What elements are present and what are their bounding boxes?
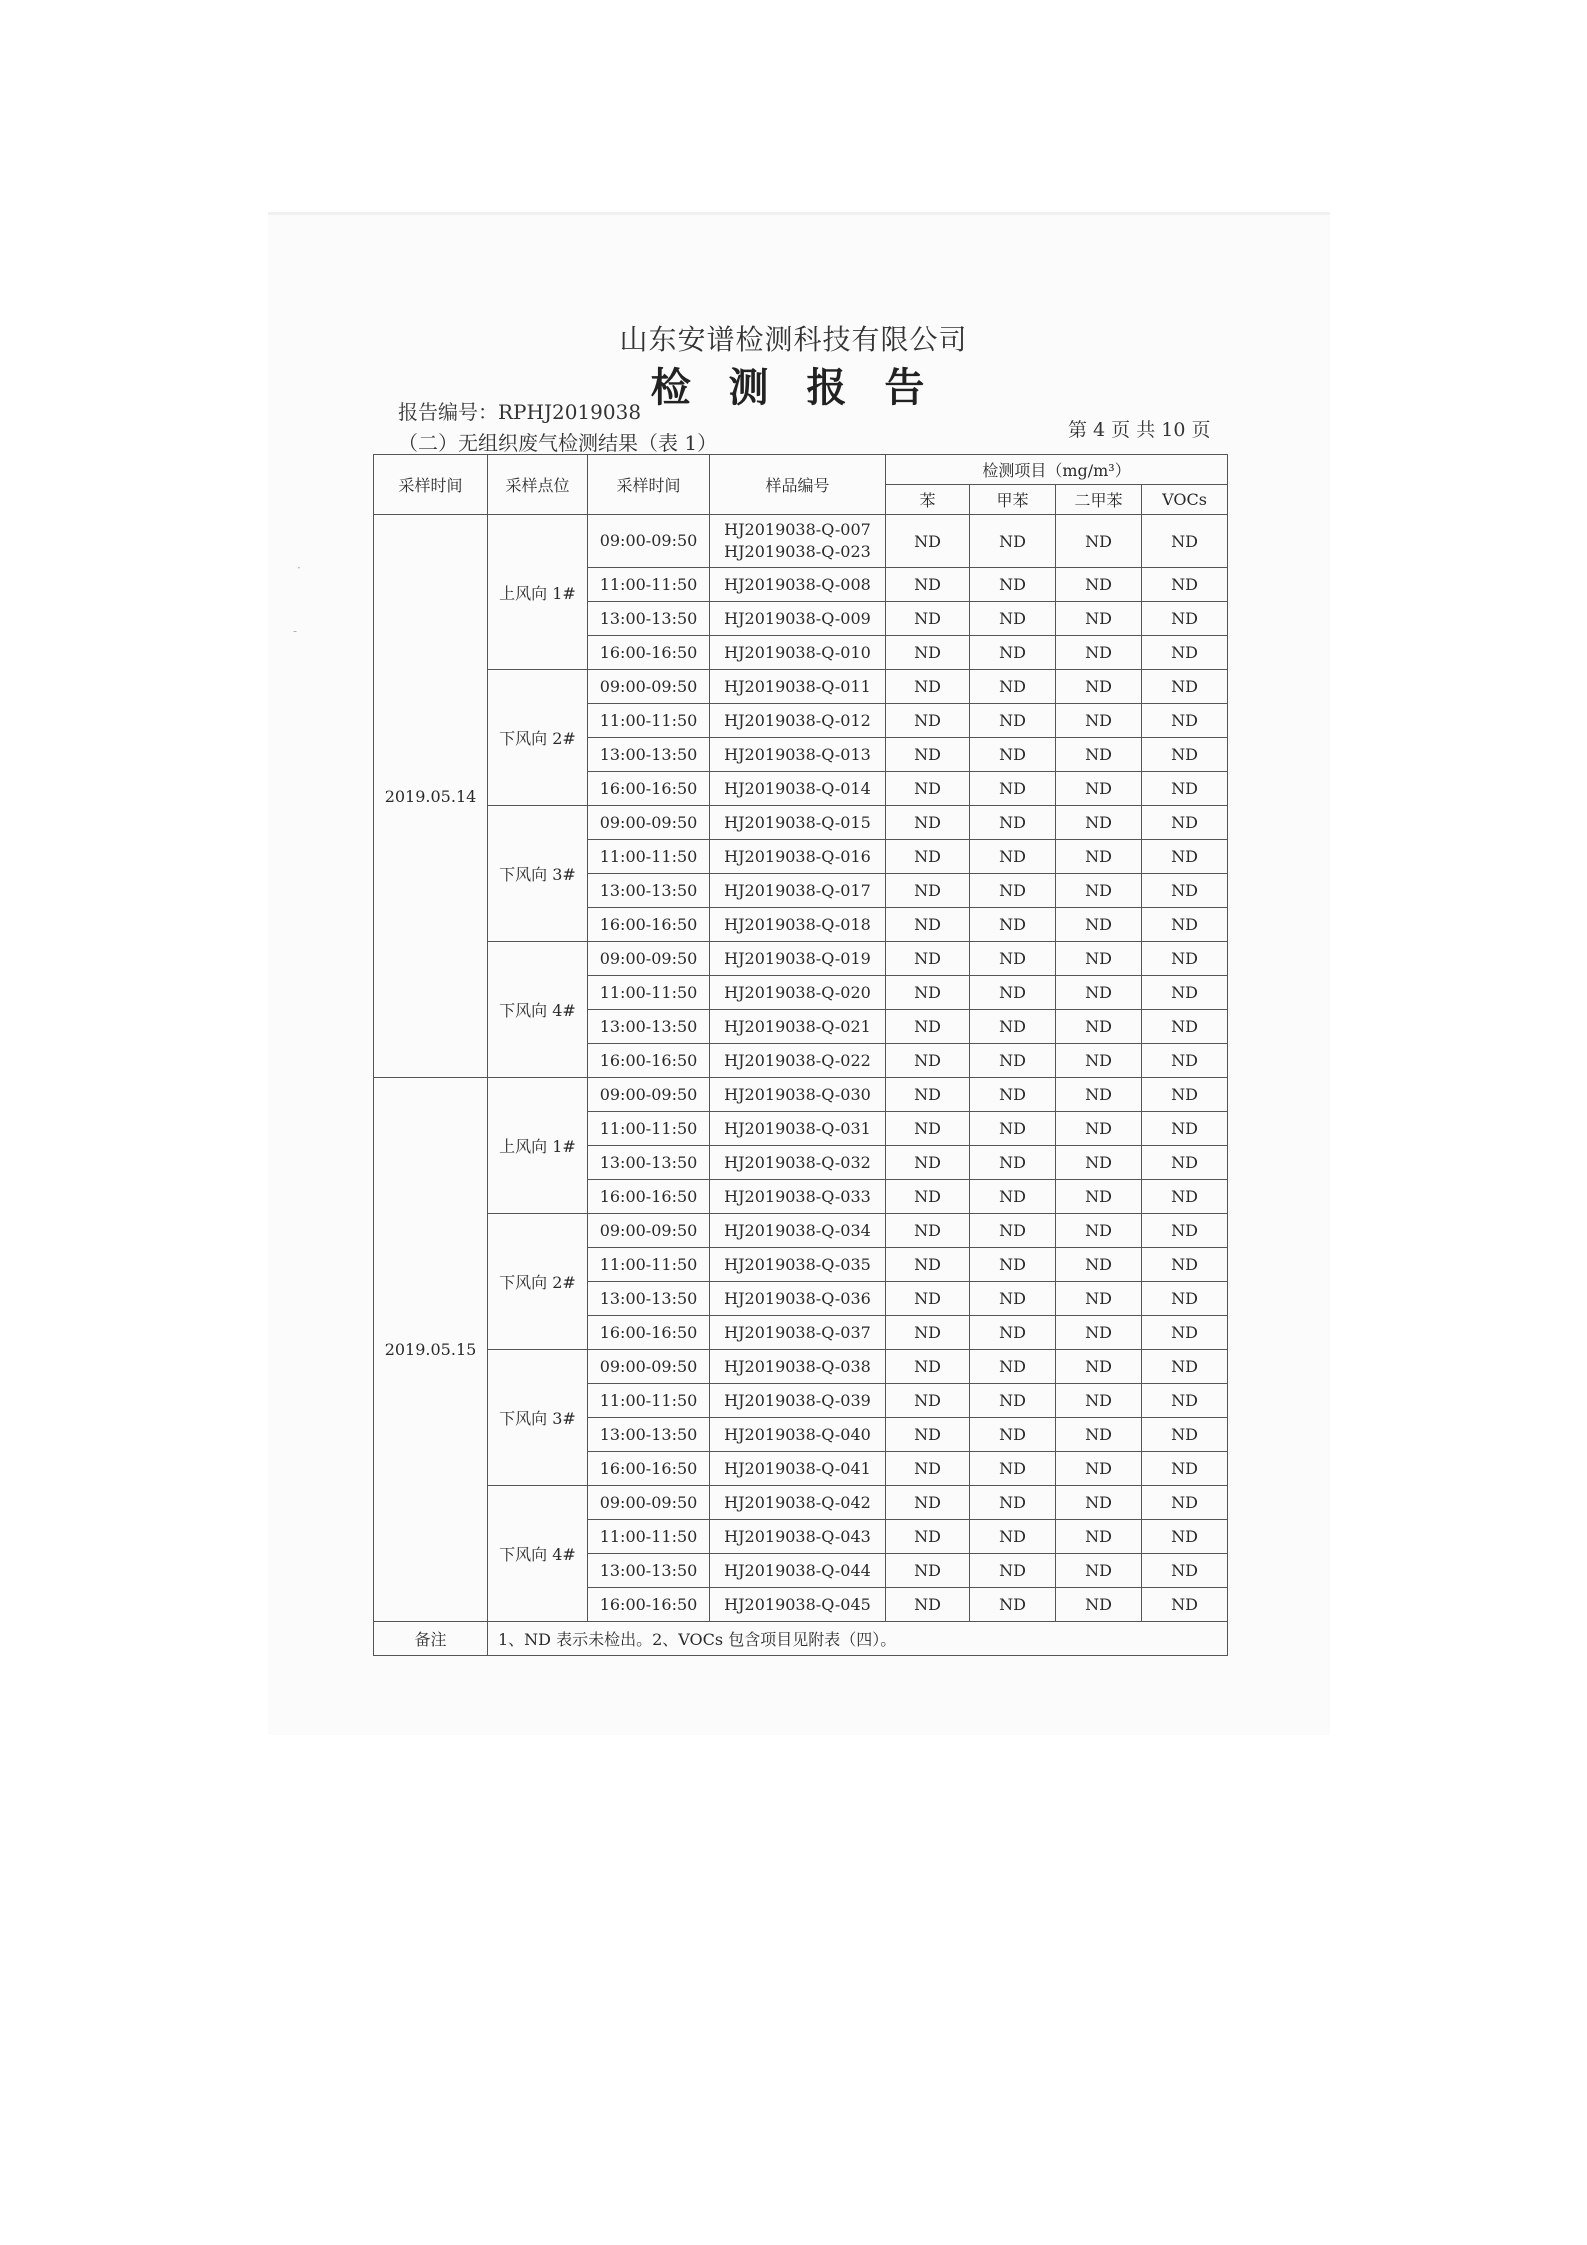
result-xylene: ND [1056,806,1142,840]
result-toluene: ND [970,772,1056,806]
page-indicator: 第 4 页 共 10 页 [1068,419,1211,441]
sampling-time: 13:00-13:50 [588,1418,710,1452]
result-vocs: ND [1142,1520,1228,1554]
result-xylene: ND [1056,942,1142,976]
sampling-time: 13:00-13:50 [588,738,710,772]
result-toluene: ND [970,704,1056,738]
result-xylene: ND [1056,1214,1142,1248]
result-vocs: ND [1142,1452,1228,1486]
sampling-point: 下风向 4# [488,1486,588,1622]
sampling-point: 下风向 2# [488,670,588,806]
result-vocs: ND [1142,1588,1228,1622]
result-toluene: ND [970,1384,1056,1418]
sample-id: HJ2019038-Q-020 [724,983,871,1002]
result-xylene: ND [1056,1248,1142,1282]
result-vocs: ND [1142,1044,1228,1078]
sampling-time: 09:00-09:50 [588,515,710,568]
sample-id: HJ2019038-Q-041 [724,1459,871,1478]
sampling-time: 09:00-09:50 [588,1214,710,1248]
sampling-time: 16:00-16:50 [588,908,710,942]
sample-id-cell [710,1486,886,1520]
sampling-time: 09:00-09:50 [588,942,710,976]
result-benzene: ND [886,840,970,874]
result-toluene: ND [970,1214,1056,1248]
table-row [374,515,1228,568]
result-toluene: ND [970,1350,1056,1384]
result-xylene: ND [1056,1452,1142,1486]
result-benzene: ND [886,1350,970,1384]
sample-id-cell [710,704,886,738]
sample-id-cell [710,840,886,874]
result-xylene: ND [1056,908,1142,942]
sampling-time: 16:00-16:50 [588,1588,710,1622]
result-benzene: ND [886,1554,970,1588]
table-row [374,1350,1228,1384]
sample-id-cell [710,806,886,840]
sample-id-cell [710,1112,886,1146]
result-xylene: ND [1056,1316,1142,1350]
company-name: 山东安谱检测科技有限公司 [619,323,968,356]
sample-id: HJ2019038-Q-012 [724,711,871,730]
result-benzene: ND [886,1588,970,1622]
sample-id-cell [710,515,886,568]
result-benzene: ND [886,670,970,704]
result-xylene: ND [1056,704,1142,738]
sample-id: HJ2019038-Q-019 [724,949,871,968]
result-toluene: ND [970,806,1056,840]
sampling-point: 下风向 3# [488,806,588,942]
result-xylene: ND [1056,1418,1142,1452]
sample-id-cell [710,1384,886,1418]
sample-id: HJ2019038-Q-040 [724,1425,871,1444]
results-table [373,454,1228,1656]
sample-id: HJ2019038-Q-042 [724,1493,871,1512]
sample-id: HJ2019038-Q-037 [724,1323,871,1342]
result-benzene: ND [886,772,970,806]
sample-id-cell [710,1010,886,1044]
sample-id-cell [710,908,886,942]
sample-id-cell [710,1418,886,1452]
header-item-benzene: 苯 [886,485,970,515]
result-xylene: ND [1056,738,1142,772]
sampling-time: 09:00-09:50 [588,670,710,704]
result-vocs: ND [1142,942,1228,976]
sample-id: HJ2019038-Q-007 [724,520,871,539]
sampling-time: 11:00-11:50 [588,704,710,738]
table-row [374,1486,1228,1520]
sampling-time: 16:00-16:50 [588,1316,710,1350]
sample-id-cell [710,1350,886,1384]
result-toluene: ND [970,1146,1056,1180]
sample-id-cell [710,636,886,670]
result-xylene: ND [1056,1078,1142,1112]
result-toluene: ND [970,1418,1056,1452]
sample-id: HJ2019038-Q-013 [724,745,871,764]
result-toluene: ND [970,908,1056,942]
result-toluene: ND [970,1486,1056,1520]
sample-id: HJ2019038-Q-043 [724,1527,871,1546]
result-xylene: ND [1056,874,1142,908]
sample-id-cell [710,1078,886,1112]
result-toluene: ND [970,602,1056,636]
sample-id-cell [710,1282,886,1316]
result-vocs: ND [1142,976,1228,1010]
result-benzene: ND [886,942,970,976]
sample-id: HJ2019038-Q-008 [724,575,871,594]
sample-id: HJ2019038-Q-031 [724,1119,871,1138]
result-toluene: ND [970,1180,1056,1214]
sampling-time: 11:00-11:50 [588,1248,710,1282]
sample-id-cell [710,1554,886,1588]
result-xylene: ND [1056,1146,1142,1180]
table-row [374,806,1228,840]
result-vocs: ND [1142,1146,1228,1180]
result-benzene: ND [886,1282,970,1316]
sampling-time: 11:00-11:50 [588,568,710,602]
result-toluene: ND [970,1316,1056,1350]
result-toluene: ND [970,1588,1056,1622]
result-benzene: ND [886,1486,970,1520]
result-toluene: ND [970,1248,1056,1282]
header-item-toluene: 甲苯 [970,485,1056,515]
sampling-date: 2019.05.15 [374,1078,488,1622]
result-benzene: ND [886,1248,970,1282]
sampling-time: 09:00-09:50 [588,1350,710,1384]
result-toluene: ND [970,1554,1056,1588]
result-benzene: ND [886,1010,970,1044]
result-xylene: ND [1056,1282,1142,1316]
header-date: 采样时间 [374,455,488,515]
header-time: 采样时间 [588,455,710,515]
result-benzene: ND [886,1214,970,1248]
result-benzene: ND [886,1520,970,1554]
header-item-vocs: VOCs [1142,485,1228,515]
result-benzene: ND [886,1384,970,1418]
result-xylene: ND [1056,1384,1142,1418]
sample-id: HJ2019038-Q-030 [724,1085,871,1104]
result-benzene: ND [886,738,970,772]
result-vocs: ND [1142,1282,1228,1316]
sample-id-cell [710,1520,886,1554]
result-vocs: ND [1142,1112,1228,1146]
result-vocs: ND [1142,738,1228,772]
result-benzene: ND [886,602,970,636]
sampling-time: 09:00-09:50 [588,1486,710,1520]
sample-id: HJ2019038-Q-021 [724,1017,871,1036]
result-toluene: ND [970,515,1056,568]
scan-speck: - [293,624,298,638]
result-vocs: ND [1142,1248,1228,1282]
result-benzene: ND [886,1112,970,1146]
document-title: 检 测 报 告 [650,364,937,411]
sample-id: HJ2019038-Q-032 [724,1153,871,1172]
result-benzene: ND [886,636,970,670]
result-vocs: ND [1142,636,1228,670]
result-toluene: ND [970,1520,1056,1554]
sample-id: HJ2019038-Q-014 [724,779,871,798]
result-vocs: ND [1142,840,1228,874]
result-toluene: ND [970,942,1056,976]
sample-id: HJ2019038-Q-016 [724,847,871,866]
result-xylene: ND [1056,1180,1142,1214]
result-vocs: ND [1142,704,1228,738]
result-benzene: ND [886,874,970,908]
header-point: 采样点位 [488,455,588,515]
note-text: 1、ND 表示未检出。2、VOCs 包含项目见附表（四）。 [488,1622,1228,1656]
report-number: 报告编号：RPHJ2019038 [398,400,642,424]
sample-id-cell [710,1588,886,1622]
result-xylene: ND [1056,976,1142,1010]
result-toluene: ND [970,976,1056,1010]
result-vocs: ND [1142,1418,1228,1452]
sample-id: HJ2019038-Q-010 [724,643,871,662]
sample-id-cell [710,670,886,704]
result-xylene: ND [1056,1520,1142,1554]
header-items-group: 检测项目（mg/m³） [886,455,1228,485]
result-xylene: ND [1056,670,1142,704]
result-xylene: ND [1056,1486,1142,1520]
result-vocs: ND [1142,568,1228,602]
result-vocs: ND [1142,908,1228,942]
sampling-time: 16:00-16:50 [588,772,710,806]
sample-id-cell [710,568,886,602]
result-vocs: ND [1142,1350,1228,1384]
sample-id: HJ2019038-Q-036 [724,1289,871,1308]
result-benzene: ND [886,704,970,738]
sampling-time: 13:00-13:50 [588,1554,710,1588]
result-xylene: ND [1056,1554,1142,1588]
result-xylene: ND [1056,1350,1142,1384]
result-vocs: ND [1142,772,1228,806]
sampling-time: 09:00-09:50 [588,806,710,840]
result-benzene: ND [886,1078,970,1112]
result-benzene: ND [886,1146,970,1180]
header-sample-id: 样品编号 [710,455,886,515]
result-toluene: ND [970,1452,1056,1486]
result-benzene: ND [886,1180,970,1214]
sample-id-cell [710,1316,886,1350]
result-vocs: ND [1142,1554,1228,1588]
result-xylene: ND [1056,1010,1142,1044]
sampling-time: 13:00-13:50 [588,602,710,636]
sample-id: HJ2019038-Q-033 [724,1187,871,1206]
sampling-point: 上风向 1# [488,1078,588,1214]
header-row [374,455,1228,485]
result-vocs: ND [1142,1316,1228,1350]
result-toluene: ND [970,568,1056,602]
result-toluene: ND [970,1044,1056,1078]
result-vocs: ND [1142,602,1228,636]
result-toluene: ND [970,1112,1056,1146]
sample-id-cell [710,976,886,1010]
sample-id: HJ2019038-Q-045 [724,1595,871,1614]
sample-id-cell [710,1146,886,1180]
sampling-time: 16:00-16:50 [588,636,710,670]
result-benzene: ND [886,1044,970,1078]
sampling-point: 下风向 2# [488,1214,588,1350]
sample-id: HJ2019038-Q-023 [724,542,871,561]
result-benzene: ND [886,1418,970,1452]
result-vocs: ND [1142,1384,1228,1418]
result-vocs: ND [1142,670,1228,704]
sampling-time: 16:00-16:50 [588,1452,710,1486]
sample-id-cell [710,738,886,772]
sample-id-cell [710,874,886,908]
sample-id: HJ2019038-Q-011 [724,677,871,696]
sampling-time: 13:00-13:50 [588,1146,710,1180]
sampling-point: 上风向 1# [488,515,588,670]
result-xylene: ND [1056,636,1142,670]
result-xylene: ND [1056,568,1142,602]
result-vocs: ND [1142,806,1228,840]
result-toluene: ND [970,1078,1056,1112]
result-benzene: ND [886,515,970,568]
result-xylene: ND [1056,515,1142,568]
sample-id-cell [710,1044,886,1078]
result-vocs: ND [1142,1214,1228,1248]
result-xylene: ND [1056,1112,1142,1146]
sample-id: HJ2019038-Q-044 [724,1561,871,1580]
table-row [374,1078,1228,1112]
sample-id: HJ2019038-Q-009 [724,609,871,628]
result-toluene: ND [970,840,1056,874]
sample-id: HJ2019038-Q-017 [724,881,871,900]
sampling-time: 13:00-13:50 [588,1010,710,1044]
section-heading: （二）无组织废气检测结果（表 1） [398,431,718,455]
table-row [374,942,1228,976]
sampling-time: 13:00-13:50 [588,1282,710,1316]
sample-id: HJ2019038-Q-039 [724,1391,871,1410]
result-benzene: ND [886,1452,970,1486]
sample-id-cell [710,602,886,636]
sample-id-cell [710,1452,886,1486]
sampling-time: 09:00-09:50 [588,1078,710,1112]
table-row [374,1214,1228,1248]
result-vocs: ND [1142,874,1228,908]
result-vocs: ND [1142,1180,1228,1214]
sample-id: HJ2019038-Q-035 [724,1255,871,1274]
result-toluene: ND [970,738,1056,772]
header-item-xylene: 二甲苯 [1056,485,1142,515]
result-vocs: ND [1142,1010,1228,1044]
result-benzene: ND [886,568,970,602]
sample-id: HJ2019038-Q-022 [724,1051,871,1070]
sample-id: HJ2019038-Q-038 [724,1357,871,1376]
sample-id-cell [710,1248,886,1282]
table-body [374,515,1228,1622]
sampling-time: 11:00-11:50 [588,976,710,1010]
sampling-date: 2019.05.14 [374,515,488,1078]
sample-id: HJ2019038-Q-034 [724,1221,871,1240]
sample-id-cell [710,1214,886,1248]
result-xylene: ND [1056,602,1142,636]
result-toluene: ND [970,636,1056,670]
result-benzene: ND [886,806,970,840]
sample-id: HJ2019038-Q-015 [724,813,871,832]
sample-id-cell [710,1180,886,1214]
result-toluene: ND [970,1282,1056,1316]
result-benzene: ND [886,976,970,1010]
result-xylene: ND [1056,1044,1142,1078]
result-vocs: ND [1142,1486,1228,1520]
sampling-point: 下风向 4# [488,942,588,1078]
sampling-time: 11:00-11:50 [588,1520,710,1554]
result-vocs: ND [1142,1078,1228,1112]
sample-id: HJ2019038-Q-018 [724,915,871,934]
sampling-time: 11:00-11:50 [588,840,710,874]
result-xylene: ND [1056,772,1142,806]
sampling-time: 16:00-16:50 [588,1180,710,1214]
scan-speck: · [297,561,301,575]
result-xylene: ND [1056,840,1142,874]
sampling-time: 13:00-13:50 [588,874,710,908]
result-toluene: ND [970,874,1056,908]
result-vocs: ND [1142,515,1228,568]
note-label: 备注 [374,1622,488,1656]
sampling-time: 16:00-16:50 [588,1044,710,1078]
result-xylene: ND [1056,1588,1142,1622]
sample-id-cell [710,942,886,976]
result-benzene: ND [886,908,970,942]
sampling-point: 下风向 3# [488,1350,588,1486]
sample-id-cell [710,772,886,806]
sampling-time: 11:00-11:50 [588,1112,710,1146]
note-row [374,1622,1228,1656]
result-toluene: ND [970,670,1056,704]
sampling-time: 11:00-11:50 [588,1384,710,1418]
result-toluene: ND [970,1010,1056,1044]
table-row [374,670,1228,704]
result-benzene: ND [886,1316,970,1350]
